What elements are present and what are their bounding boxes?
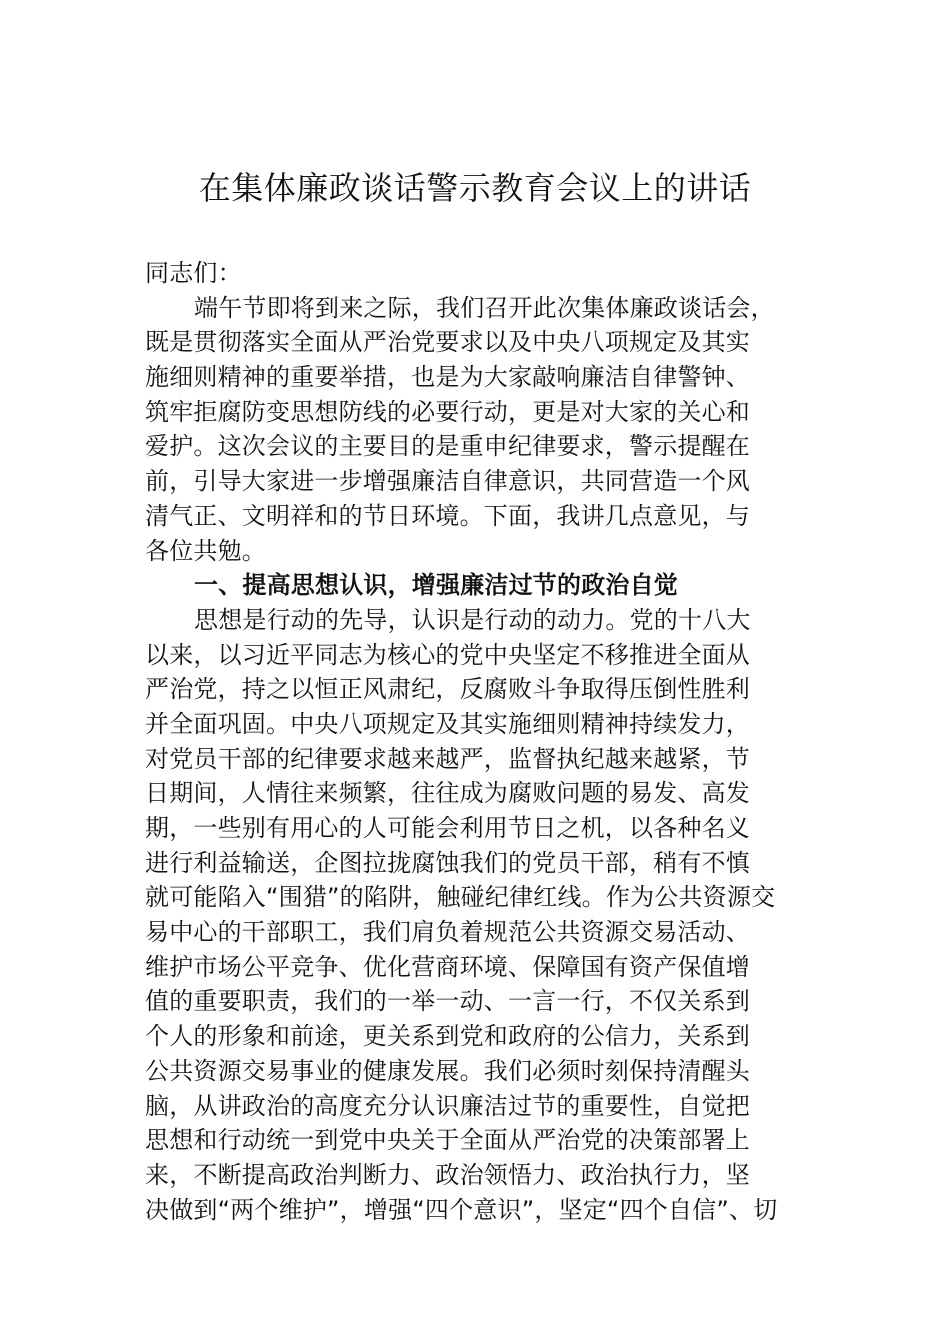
paragraph-line: 期，一些别有用心的人可能会利用节日之机，以各种名义 <box>145 814 750 842</box>
paragraph-line: 爱护。这次会议的主要目的是重申纪律要求，警示提醒在 <box>145 432 750 461</box>
document-body <box>145 256 815 1227</box>
paragraph-line: 值的重要职责，我们的一举一动、一言一行，不仅关系到 <box>145 987 750 1016</box>
paragraph-line: 维护市场公平竞争、优化营商环境、保障国有资产保值增 <box>145 952 750 981</box>
paragraph-line: 就可能陷入“围猎”的陷阱，触碰纪律红线。作为公共资源交 <box>145 883 776 912</box>
paragraph-line: 思想和行动统一到党中央关于全面从严治党的决策部署上 <box>145 1126 750 1155</box>
section-heading: 一、提高思想认识，增强廉洁过节的政治自觉 <box>194 571 678 600</box>
paragraph-line: 个人的形象和前途，更关系到党和政府的公信力，关系到 <box>145 1022 750 1051</box>
paragraph-line: 前，引导大家进一步增强廉洁自律意识，共同营造一个风 <box>145 467 750 496</box>
paragraph-line: 思想是行动的先导，认识是行动的动力。党的十八大 <box>194 605 751 634</box>
paragraph-line: 清气正、文明祥和的节日环境。下面，我讲几点意见，与 <box>145 501 750 530</box>
paragraph-line: 严治党，持之以恒正风肃纪，反腐败斗争取得压倒性胜利 <box>145 675 750 704</box>
paragraph-line: 各位共勉。 <box>145 536 266 565</box>
paragraph-line: 日期间，人情往来频繁，往往成为腐败问题的易发、高发 <box>145 779 750 808</box>
paragraph-line: 进行利益输送，企图拉拢腐蚀我们的党员干部，稍有不慎 <box>145 848 750 877</box>
paragraph-line: 以来，以习近平同志为核心的党中央坚定不移推进全面从 <box>145 640 750 669</box>
paragraph-line: 并全面巩固。中央八项规定及其实施细则精神持续发力， <box>145 709 750 738</box>
paragraph-line: 既是贯彻落实全面从严治党要求以及中央八项规定及其实 <box>145 328 750 357</box>
paragraph-line: 施细则精神的重要举措，也是为大家敲响廉洁自律警钟、 <box>145 363 750 392</box>
salutation: 同志们： <box>145 259 242 287</box>
paragraph-line: 公共资源交易事业的健康发展。我们必须时刻保持清醒头 <box>145 1056 750 1085</box>
paragraph-line: 决做到“两个维护”，增强“四个意识”，坚定“四个自信”、切 <box>145 1195 778 1224</box>
paragraph-line: 对党员干部的纪律要求越来越严，监督执纪越来越紧，节 <box>145 744 750 773</box>
document-title: 在集体廉政谈话警示教育会议上的讲话 <box>198 169 752 207</box>
paragraph-line: 脑，从讲政治的高度充分认识廉洁过节的重要性，自觉把 <box>145 1091 750 1120</box>
paragraph-line: 端午节即将到来之际，我们召开此次集体廉政谈话会， <box>194 293 775 322</box>
paragraph-line: 筑牢拒腐防变思想防线的必要行动，更是对大家的关心和 <box>145 397 750 426</box>
paragraph-line: 来，不断提高政治判断力、政治领悟力、政治执行力，坚 <box>145 1160 750 1189</box>
paragraph-line: 易中心的干部职工，我们肩负着规范公共资源交易活动、 <box>145 918 750 947</box>
